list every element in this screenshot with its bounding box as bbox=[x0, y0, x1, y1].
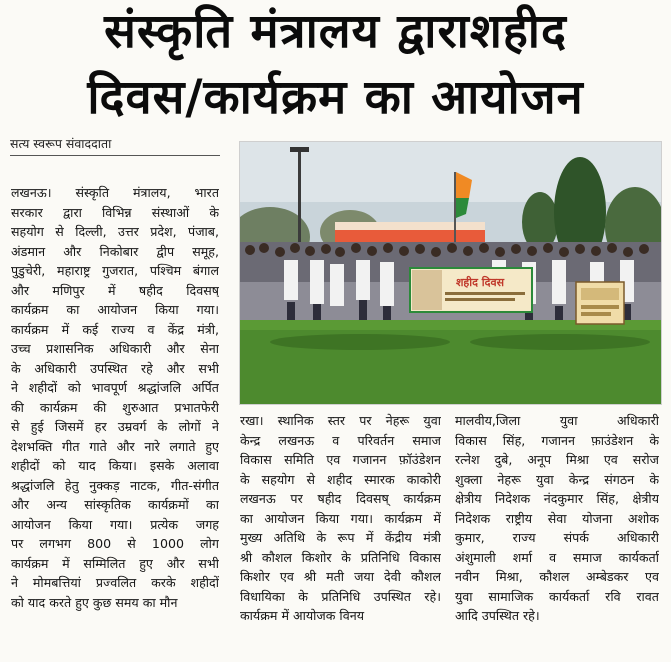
article-line: अंडमान और निकोबार द्वीप समूह, bbox=[11, 243, 219, 259]
article-line: क्षेत्रीय निदेशक नंदकुमार सिंह, क्षेत्रीय bbox=[455, 491, 659, 506]
article-line: विकास सिंह, गजानन फ़ाउंडेशन के bbox=[455, 432, 659, 448]
banner-left-text: शहीद दिवस bbox=[455, 276, 505, 289]
headline-line-1: संस्कृति मंत्रालय द्वाराशहीद bbox=[104, 4, 567, 59]
article-line: रखा। स्थानिक स्तर पर नेहरू युवा bbox=[240, 413, 441, 428]
article-line: श्रद्धांजलि हेतु नुक्कड़ नाटक, गीत-संगीत bbox=[11, 477, 219, 493]
article-line: पर लगभग 800 से 1000 लोग bbox=[11, 536, 219, 551]
article-line: आदि उपस्थित रहे। bbox=[455, 608, 540, 623]
byline: सत्य स्वरूप संवाददाता bbox=[10, 135, 220, 156]
article-line: विकास समिति एव गजानन फ़ॉउंडेशन bbox=[240, 452, 441, 467]
article-line: के सहयोग से शहीद स्मारक काकोरी bbox=[240, 471, 441, 487]
article-column-3 bbox=[455, 411, 659, 626]
article-line: युवा सामाजिक कार्यकर्ता रवि रावत bbox=[455, 588, 659, 604]
article-line: रत्नेश दुबे, अनूप मिश्रा एव सरोज bbox=[455, 452, 659, 467]
article-line: की कार्यक्रम की शुरुआत प्रभातफेरी bbox=[11, 399, 219, 415]
article-line: पुडुचेरी, महाराष्ट्र गुजरात, पश्चिम बंगाल bbox=[11, 263, 219, 278]
article-line: निदेशक राष्ट्रीय सेवा योजना अशोक bbox=[455, 510, 659, 526]
article-line: मुख्य अतिथि के रूप में केंद्रीय मंत्री bbox=[240, 530, 441, 545]
article-line: से हुई जिसमें हर उम्रवर्ग के लोगों ने bbox=[11, 419, 219, 434]
article-line: लखनऊ पर षहीद दिवसष् कार्यक्रम bbox=[240, 491, 441, 506]
article-line: मालवीय,जिला युवा अधिकारी bbox=[455, 413, 659, 428]
article-line: कार्यक्रम का आयोजन किया गया। bbox=[11, 302, 219, 317]
article-line: कार्यक्रम में कई राज्य व केंद्र मंत्री, bbox=[11, 321, 219, 337]
article-line: शुक्ला नेहरू युवा केन्द्र संगठन के bbox=[455, 471, 659, 487]
event-photo bbox=[239, 141, 662, 405]
article-line: अंशुमाली शर्मा व समाज कार्यकर्ता bbox=[455, 549, 659, 565]
article-line: श्री कौशल किशोर के प्रतिनिधि विकास bbox=[240, 549, 441, 565]
article-line: और अन्य सांस्कृतिक कार्यक्रमों का bbox=[11, 497, 219, 512]
article-column-2 bbox=[240, 411, 441, 626]
article-line: कार्यक्रम में आयोजक विनय bbox=[240, 608, 364, 623]
article-line: विधायिका के प्रतिनिधि उपस्थित रहे। bbox=[240, 588, 441, 604]
article-line: शहीदों को याद किया। इसके अलावा bbox=[11, 458, 219, 473]
article-line: कार्यक्रम में सम्मिलित हुए और सभी bbox=[11, 555, 219, 571]
article-line: सरकार द्वारा विभिन्न संस्थाओं के bbox=[11, 204, 219, 220]
article-line: किशोर एव श्री मती जया देवी कौशल bbox=[240, 569, 441, 584]
article-line: का आयोजन किया गया। कार्यक्रम में bbox=[240, 510, 441, 526]
article-line: को याद करते हुए कुछ समय का मौन bbox=[11, 594, 178, 610]
article-line: लखनऊ। संस्कृति मंत्रालय, भारत bbox=[11, 185, 219, 200]
article-line: उच्च प्रशासनिक अधिकारी और सेना bbox=[11, 341, 219, 356]
article-line: ने शहीदों को भावपूर्ण श्रद्धांजलि अर्पित bbox=[11, 380, 219, 395]
article-column-1 bbox=[11, 183, 219, 612]
article-line: देशभक्ति गीत गाते और नारे लगाते हुए bbox=[11, 438, 219, 454]
article-line: आयोजन किया गया। प्रत्येक जगह bbox=[11, 516, 219, 532]
article-line: नवीन मिश्रा, कौशल अम्बेडकर एव bbox=[455, 569, 659, 584]
article-line: के अधिकारी उपस्थित रहे और सभी bbox=[11, 360, 219, 376]
article-line: कुमार, राज्य संपर्क अधिकारी bbox=[455, 530, 659, 545]
headline-line-2: दिवस/कार्यक्रम का आयोजन bbox=[87, 70, 584, 125]
article-line: सहयोग से दिल्ली, उत्तर प्रदेश, पंजाब, bbox=[11, 224, 219, 239]
article-line: और मणिपुर में षहीद दिवसष् bbox=[11, 282, 219, 298]
article-line: केन्द्र लखनऊ व परिवर्तन समाज bbox=[240, 432, 441, 448]
article-line: ने मोमबत्तियां प्रज्वलित करके शहीदों bbox=[11, 575, 219, 590]
